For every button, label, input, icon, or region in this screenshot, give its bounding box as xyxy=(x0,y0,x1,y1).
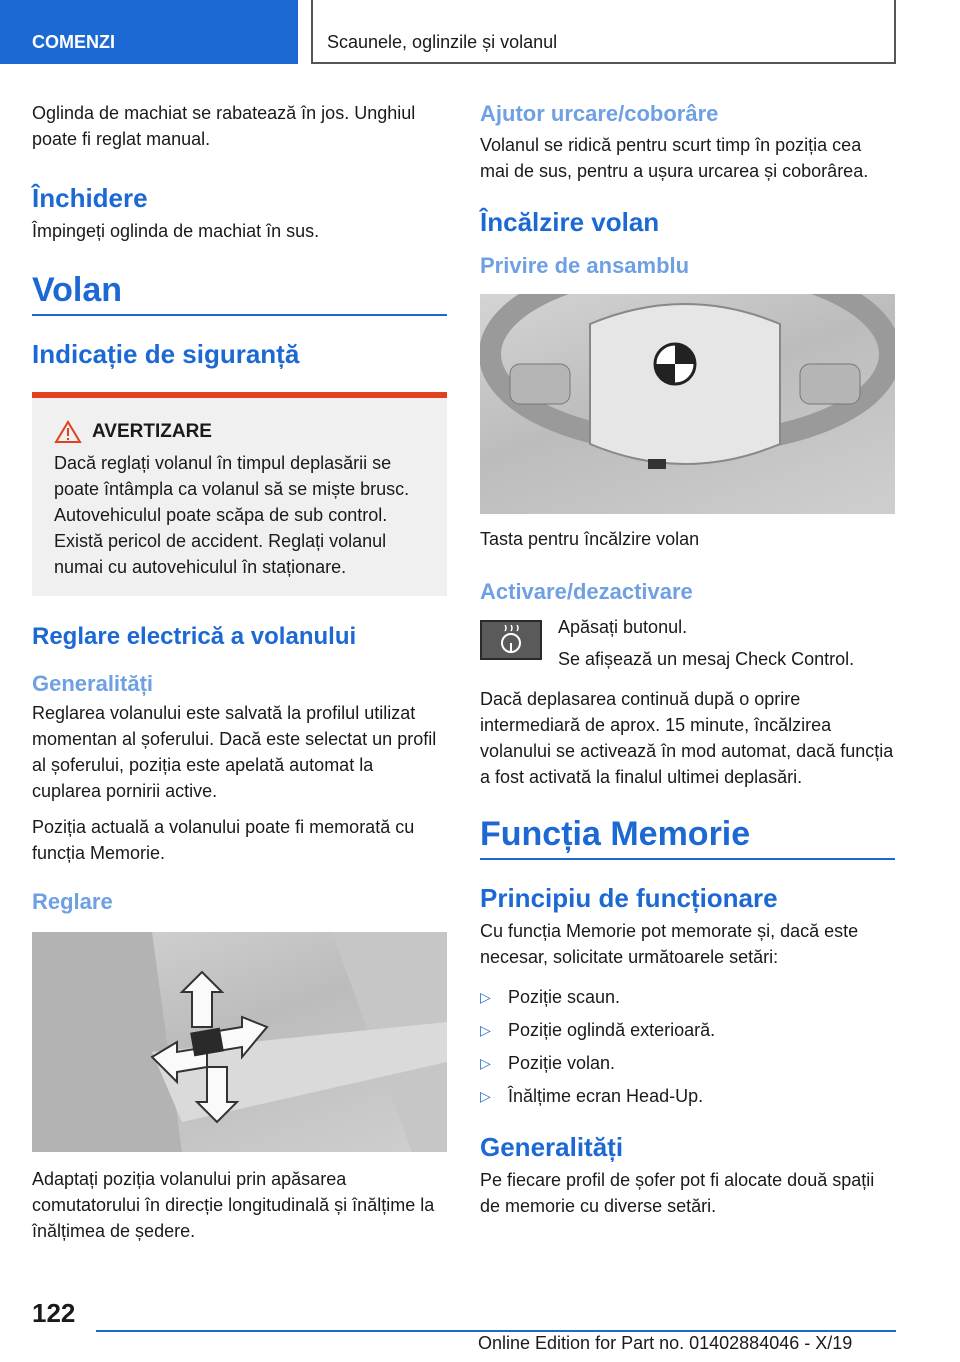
memory-heading-block xyxy=(480,814,895,860)
steering-wheel-illustration xyxy=(480,294,895,514)
list-item: ▷ Poziție scaun. xyxy=(480,984,895,1010)
warning-triangle-icon xyxy=(54,420,82,444)
general-heading-left: Generalități xyxy=(32,671,154,696)
general-paragraph-2: Poziția actuală a volanului poate fi memorată cu funcția Memorie. xyxy=(32,817,415,863)
principle-heading: Principiu de funcționare xyxy=(480,883,778,913)
header-section: COMENZI xyxy=(0,0,298,64)
principle-text: Cu funcția Memorie pot memorate și, dacă este necesar, solicitate următoarele setări: xyxy=(480,921,859,967)
left-column xyxy=(32,100,447,1254)
heating-button[interactable] xyxy=(480,620,542,660)
right-column xyxy=(480,100,895,1229)
heating-heading: Încălzire volan xyxy=(480,207,660,237)
list-item: ▷ Poziție volan. xyxy=(480,1050,895,1076)
footer-rule xyxy=(96,1330,896,1332)
volan-heading: Volan xyxy=(32,271,123,309)
bullet-triangle-icon: ▷ xyxy=(480,1055,491,1071)
adjust-caption: Adaptați poziția volanului prin apăsarea comutatorului în direcție longitudinală și înălțime la înălțimea de ședere. xyxy=(32,1169,435,1241)
assist-text: Volanul se ridică pentru scurt timp în poziția cea mai de sus, pentru a ușura urcarea și coborârea. xyxy=(480,135,869,181)
warning-text: Dacă reglați volanul în timpul deplasării se poate întâmpla ca volanul să se miște brusc. Autovehiculul poate scăpa de sub control. Există pericol de accident. Reglați volanul numai cu autovehiculul în staționare. xyxy=(54,453,410,577)
general-heading-right: Generalități xyxy=(480,1132,624,1162)
activation-row xyxy=(480,614,895,672)
page-number: 122 xyxy=(32,1298,76,1328)
adjust-heading: Reglare xyxy=(32,889,113,914)
bullet-triangle-icon: ▷ xyxy=(480,989,491,1005)
steering-switch-illustration xyxy=(32,932,447,1152)
heating-note: Dacă deplasarea continuă după o oprire intermediară de aprox. 15 minute, încălzirea volanului se activează în mod automat, dacă funcția a fost activată la finalul ultimei deplasări. xyxy=(480,689,894,787)
memory-heading: Funcția Memorie xyxy=(480,815,751,853)
header-chapter: Scaunele, oglinzile și volanul xyxy=(311,0,896,64)
activation-step-2: Se afișează un mesaj Check Control. xyxy=(558,649,855,669)
activation-heading: Activare/dezactivare xyxy=(480,579,693,604)
closing-heading: Închidere xyxy=(32,183,148,213)
wheel-caption: Tasta pentru încălzire volan xyxy=(480,529,700,549)
activation-steps xyxy=(558,614,854,672)
electric-adjust-heading: Reglare electrică a volanului xyxy=(32,623,357,650)
activation-step-1: Apăsați butonul. xyxy=(558,617,688,637)
general-text-right: Pe fiecare profil de șofer pot fi alocate două spații de memorie cu diverse setări. xyxy=(480,1170,875,1216)
bullet-triangle-icon: ▷ xyxy=(480,1088,491,1104)
list-item: ▷ Poziție oglindă exterioară. xyxy=(480,1017,895,1043)
steering-adjust-image xyxy=(32,932,447,1152)
memory-settings-list xyxy=(480,984,895,1109)
closing-text: Împingeți oglinda de machiat în sus. xyxy=(32,221,320,241)
overview-heading: Privire de ansamblu xyxy=(480,253,690,278)
warning-label: AVERTIZARE xyxy=(92,421,212,442)
assist-heading: Ajutor urcare/coborâre xyxy=(480,101,719,126)
safety-heading: Indicație de siguranță xyxy=(32,339,300,369)
general-paragraph-1: Reglarea volanului este salvată la profilul utilizat momentan al șoferului. Dacă este selectat un profil al șoferului, poziția este apelată automat la cuplarea pornirii active. xyxy=(32,703,437,801)
footer-edition: Online Edition for Part no. 01402884046 - X/19 xyxy=(478,1333,853,1353)
intro-text: Oglinda de machiat se rabatează în jos. Unghiul poate fi reglat manual. xyxy=(32,103,416,149)
heated-steering-wheel-icon xyxy=(496,625,526,655)
list-item: ▷ Înălțime ecran Head-Up. xyxy=(480,1083,895,1109)
warning-box xyxy=(32,392,447,596)
steering-wheel-image xyxy=(480,294,895,514)
volan-heading-block xyxy=(32,270,447,316)
warning-header xyxy=(54,420,425,444)
bullet-triangle-icon: ▷ xyxy=(480,1022,491,1038)
